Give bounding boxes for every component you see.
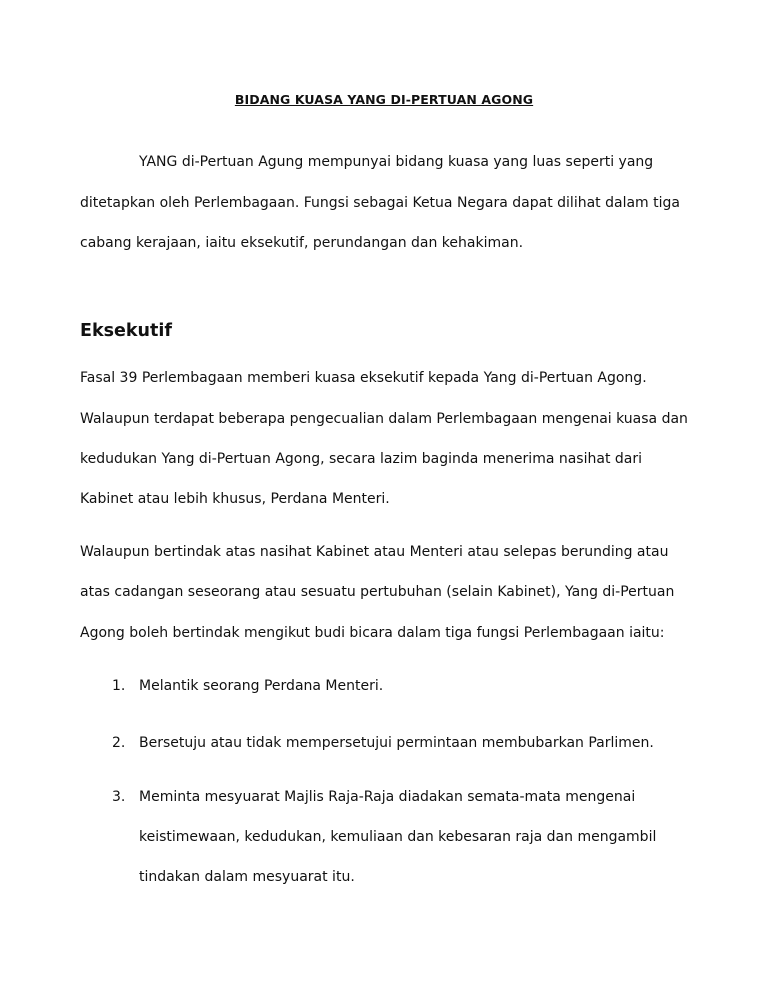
list-number: 1.: [112, 678, 126, 694]
list-item-text: Melantik seorang Perdana Menteri.: [139, 678, 384, 694]
list-item-text: tindakan dalam mesyuarat itu.: [139, 869, 355, 885]
paragraph-line: Walaupun bertindak atas nasihat Kabinet atau Menteri atau selepas berunding atau: [80, 544, 669, 560]
intro-line: cabang kerajaan, iaitu eksekutif, perundangan dan kehakiman.: [80, 235, 524, 251]
paragraph-line: Walaupun terdapat beberapa pengecualian dalam Perlembagaan mengenai kuasa dan: [80, 411, 688, 427]
paragraph-line: Kabinet atau lebih khusus, Perdana Menteri.: [80, 491, 390, 507]
list-number: 3.: [112, 789, 126, 805]
intro-line: ditetapkan oleh Perlembagaan. Fungsi sebagai Ketua Negara dapat dilihat dalam tiga: [80, 195, 680, 211]
section-heading: Eksekutif: [80, 321, 172, 341]
paragraph-line: kedudukan Yang di-Pertuan Agong, secara lazim baginda menerima nasihat dari: [80, 451, 642, 467]
document-title: BIDANG KUASA YANG DI-PERTUAN AGONG: [234, 92, 534, 107]
paragraph-line: atas cadangan seseorang atau sesuatu pertubuhan (selain Kabinet), Yang di-Pertuan: [80, 584, 675, 600]
list-number: 2.: [112, 735, 126, 751]
intro-line: YANG di-Pertuan Agung mempunyai bidang kuasa yang luas seperti yang: [139, 154, 654, 170]
paragraph-line: Agong boleh bertindak mengikut budi bicara dalam tiga fungsi Perlembagaan iaitu:: [80, 625, 665, 641]
list-item-text: Bersetuju atau tidak mempersetujui permintaan membubarkan Parlimen.: [139, 735, 654, 751]
list-item-text: keistimewaan, kedudukan, kemuliaan dan kebesaran raja dan mengambil: [139, 829, 657, 845]
paragraph-line: Fasal 39 Perlembagaan memberi kuasa eksekutif kepada Yang di-Pertuan Agong.: [80, 370, 647, 386]
list-item-text: Meminta mesyuarat Majlis Raja-Raja diadakan semata-mata mengenai: [139, 789, 636, 805]
